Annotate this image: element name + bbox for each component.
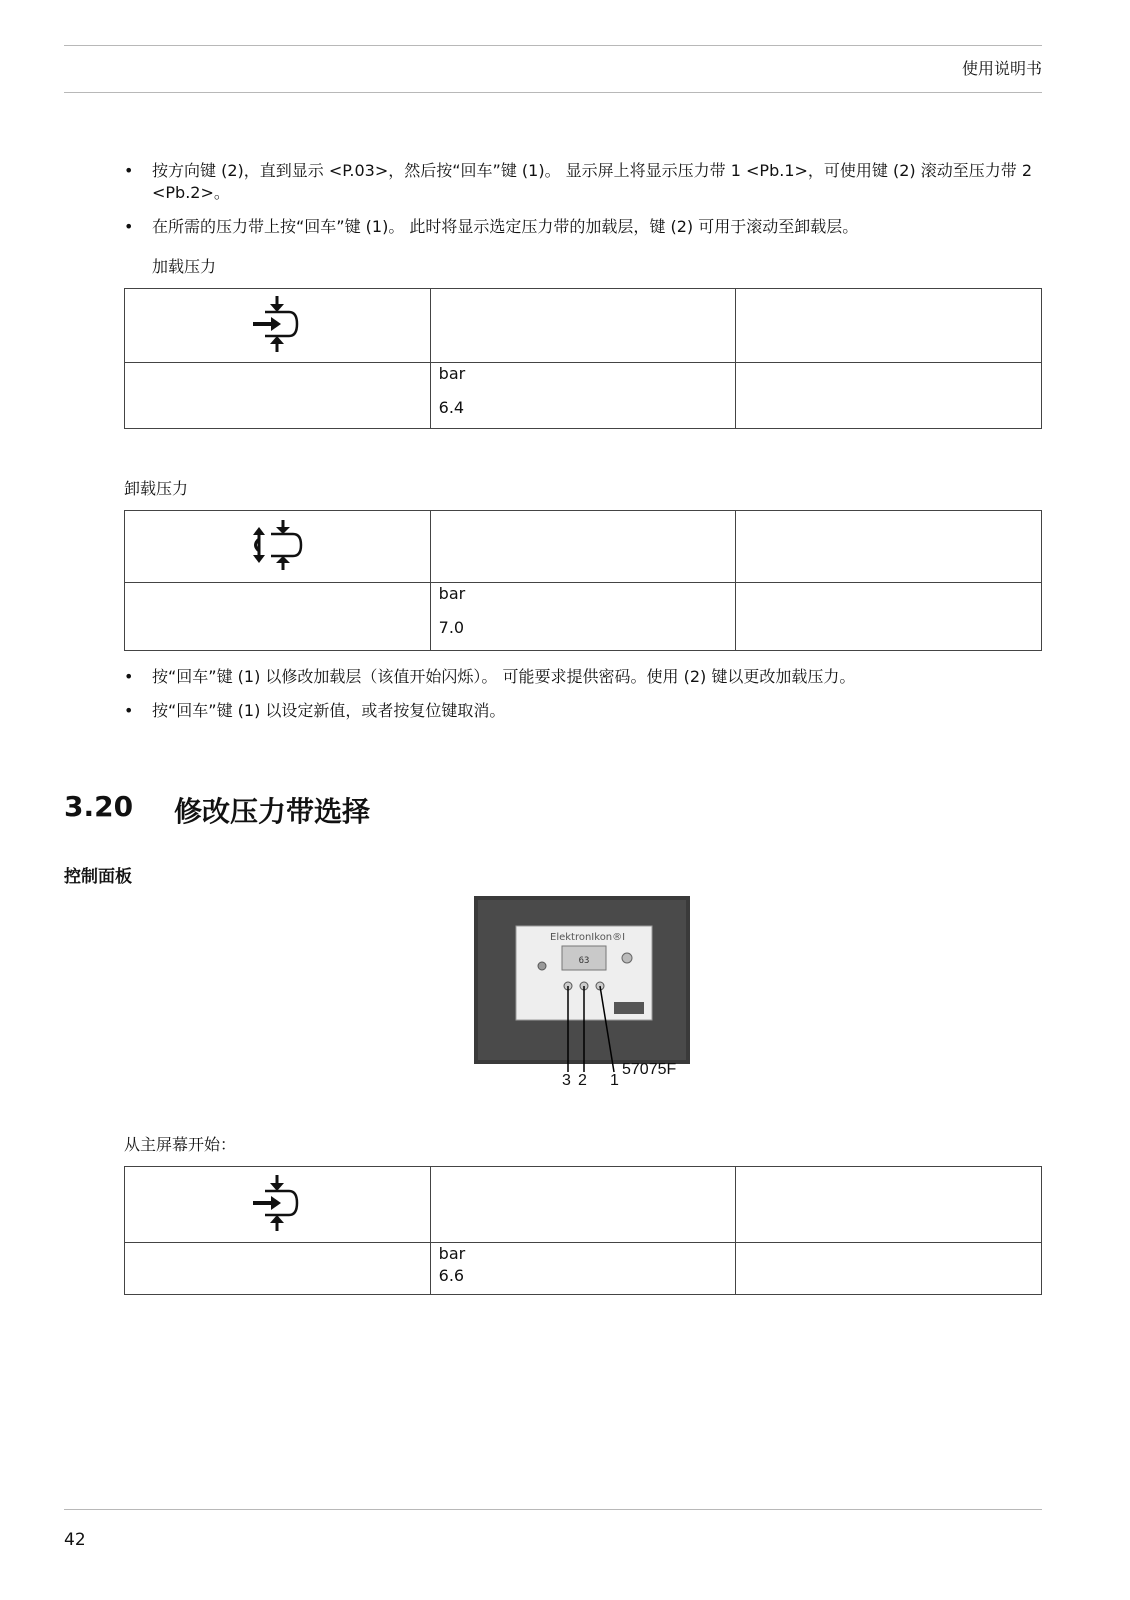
section-number: 3.20 xyxy=(64,790,134,823)
table-cell xyxy=(430,1243,736,1295)
load-pressure-display xyxy=(124,288,1042,429)
reset-button xyxy=(622,953,632,963)
load-pressure-label: 加载压力 xyxy=(152,257,217,276)
table-cell xyxy=(430,363,736,429)
unload-pressure-label: 卸载压力 xyxy=(124,479,189,498)
power-button xyxy=(538,962,546,970)
instruction-list-mid xyxy=(124,666,1042,734)
list-item: • 按方向键 (2)，直到显示 <P.03>，然后按“回车”键 (1)。 显示屏上将显示压力带 1 <Pb.1>，可使用键 (2) 滚动至压力带 2 <Pb.2>。 xyxy=(124,160,1042,204)
table-cell xyxy=(736,363,1042,429)
list-item: • 在所需的压力带上按“回车”键 (1)。 此时将显示选定压力带的加载层，键 (2) 可用于滚动至卸载层。 xyxy=(124,216,1042,238)
instruction-list-top xyxy=(124,160,1042,250)
callout-2: 2 xyxy=(578,1072,587,1089)
load-pressure-icon xyxy=(251,294,303,354)
table-cell xyxy=(736,583,1042,651)
pressure-unit: bar xyxy=(438,1244,466,1263)
table-cell xyxy=(125,583,431,651)
icon-cell xyxy=(125,511,431,583)
pressure-value: 7.0 xyxy=(438,618,465,637)
brand-logo: ElektronIkon®I xyxy=(550,932,626,943)
table-cell xyxy=(125,1243,431,1295)
control-panel-photo xyxy=(474,896,690,1090)
section-title: 修改压力带选择 xyxy=(174,795,371,828)
header-top-rule xyxy=(64,45,1042,46)
subsection-title: 控制面板 xyxy=(64,867,132,887)
start-instruction: 从主屏幕开始： xyxy=(124,1135,237,1154)
header-bottom-rule xyxy=(64,92,1042,93)
table-cell xyxy=(430,1167,736,1243)
unload-pressure-icon xyxy=(249,519,305,571)
load-pressure-icon xyxy=(251,1173,303,1233)
icon-cell xyxy=(125,1167,431,1243)
main-screen-display xyxy=(124,1166,1042,1295)
unload-pressure-display xyxy=(124,510,1042,651)
display-value: 63 xyxy=(578,956,590,966)
page-number: 42 xyxy=(64,1530,86,1550)
table-cell xyxy=(430,583,736,651)
document-title: 使用说明书 xyxy=(961,59,1042,78)
callout-3: 3 xyxy=(562,1072,571,1089)
icon-cell xyxy=(125,289,431,363)
table-cell xyxy=(736,1243,1042,1295)
pressure-value: 6.6 xyxy=(438,1266,465,1285)
list-item: • 按“回车”键 (1) 以修改加载层（该值开始闪烁）。 可能要求提供密码。使用 (2) 键以更改加载压力。 xyxy=(124,666,1042,688)
table-cell xyxy=(430,511,736,583)
figure-code: 57075F xyxy=(622,1061,677,1078)
table-cell xyxy=(125,363,431,429)
callout-1: 1 xyxy=(610,1072,619,1089)
table-cell xyxy=(736,289,1042,363)
footer-rule xyxy=(64,1509,1042,1510)
pressure-value: 6.4 xyxy=(438,398,465,417)
table-cell xyxy=(736,511,1042,583)
table-cell xyxy=(430,289,736,363)
list-item: • 按“回车”键 (1) 以设定新值，或者按复位键取消。 xyxy=(124,700,1042,722)
manufacturer-logo xyxy=(614,1002,644,1014)
table-cell xyxy=(736,1167,1042,1243)
pressure-unit: bar xyxy=(438,584,466,603)
pressure-unit: bar xyxy=(438,364,466,383)
